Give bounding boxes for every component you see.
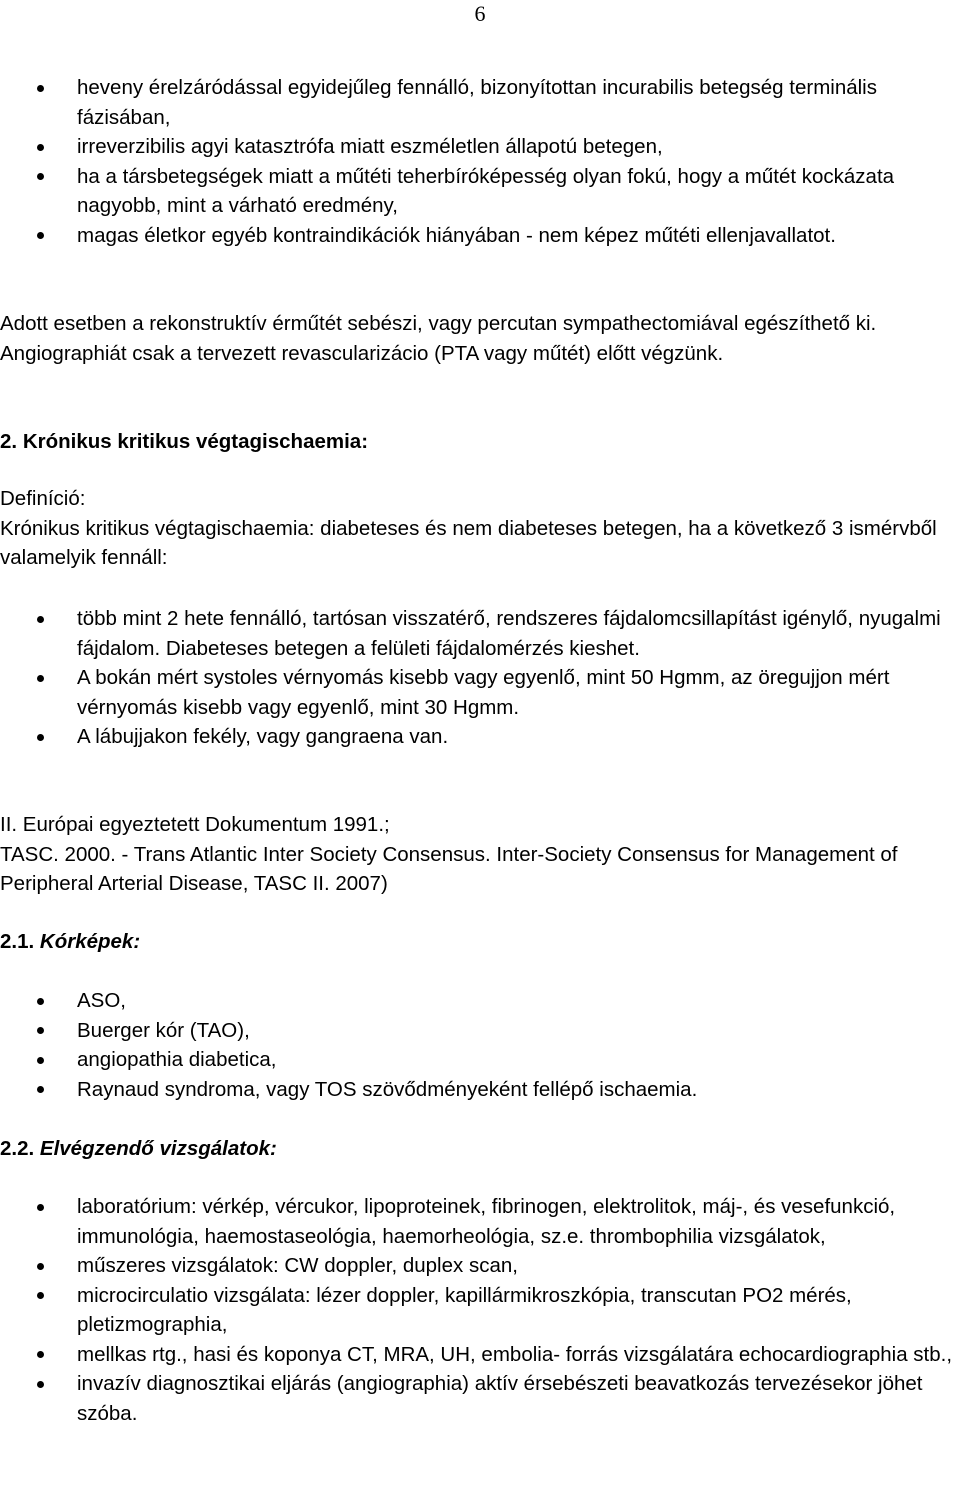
references: [0, 810, 955, 899]
list-item: irreverzibilis agyi katasztrófa miatt eszméletlen állapotú betegen,: [0, 132, 955, 162]
list-item: A bokán mért systoles vérnyomás kisebb vagy egyenlő, mint 50 Hgmm, az öregujjon mért vérnyomás kisebb vagy egyenlő, mint 30 Hgmm.: [0, 663, 955, 722]
list-item: Raynaud syndroma, vagy TOS szövődményeként fellépő ischaemia.: [0, 1075, 955, 1105]
list-item: Buerger kór (TAO),: [0, 1016, 955, 1046]
reference-line: TASC. 2000. - Trans Atlantic Inter Society Consensus. Inter-Society Consensus for Management of Peripheral Arterial Disease, TASC II. 2007): [0, 842, 898, 895]
list-item: ASO,: [0, 986, 955, 1016]
subsection-number: 2.2.: [0, 1137, 35, 1160]
list-item: ha a társbetegségek miatt a műtéti teherbíróképesség olyan fokú, hogy a műtét kockázata nagyobb, mint a várható eredmény,: [0, 162, 955, 221]
definition-label: Definíció:: [0, 487, 86, 510]
section-heading: [0, 427, 955, 457]
paragraph-line: Angiographiát csak a tervezett revascularizácio (PTA vagy műtét) előtt végzünk.: [0, 341, 724, 365]
page-number: 6: [474, 1, 486, 26]
contraindication-list: [0, 73, 955, 250]
section-title: Krónikus kritikus végtagischaemia:: [22, 430, 369, 453]
list-item: A lábujjakon fekély, vagy gangraena van.: [0, 722, 955, 752]
paragraph: [0, 309, 955, 368]
disease-list: [0, 986, 955, 1104]
definition-block: [0, 484, 955, 573]
section-number: 2.: [0, 430, 18, 453]
paragraph-line: Adott esetben a rekonstruktív érműtét sebészi, vagy percutan sympathectomiával egészíthető ki.: [0, 312, 877, 335]
definition-text: Krónikus kritikus végtagischaemia: diabeteses és nem diabeteses betegen, ha a következő 3 ismérvből valamelyik fennáll:: [0, 516, 937, 569]
criteria-list: [0, 604, 955, 752]
list-item: heveny érelzáródással egyidejűleg fennálló, bizonyítottan incurabilis betegség terminális fázisában,: [0, 73, 955, 132]
subsection-number: 2.1.: [0, 930, 35, 953]
subsection-title: Kórképek:: [39, 930, 141, 953]
list-item: microcirculatio vizsgálata: lézer doppler, kapillármikroszkópia, transcutan PO2 mérés, pletizmographia,: [0, 1281, 955, 1340]
subsection-heading: [0, 1134, 955, 1164]
list-item: mellkas rtg., hasi és koponya CT, MRA, UH, embolia- forrás vizsgálatára echocardiographia stb.,: [0, 1340, 955, 1370]
list-item: több mint 2 hete fennálló, tartósan visszatérő, rendszeres fájdalomcsillapítást igénylő, nyugalmi fájdalom. Diabeteses betegen a felületi fájdalomérzés kieshet.: [0, 604, 955, 663]
examination-list: [0, 1192, 955, 1428]
list-item: invazív diagnosztikai eljárás (angiographia) aktív érsebészeti beavatkozás tervezésekor jöhet szóba.: [0, 1369, 955, 1428]
subsection-heading: [0, 927, 955, 957]
reference-line: II. Európai egyeztetett Dokumentum 1991.;: [0, 813, 390, 836]
list-item: laboratórium: vérkép, vércukor, lipoproteinek, fibrinogen, elektrolitok, máj-, és vesefunkció, immunológia, haemostaseológia, haemorheológia, sz.e. thrombophilia vizsgálatok,: [0, 1192, 955, 1251]
subsection-title: Elvégzendő vizsgálatok:: [39, 1137, 277, 1160]
list-item: magas életkor egyéb kontraindikációk hiányában - nem képez műtéti ellenjavallatot.: [0, 221, 955, 251]
list-item: műszeres vizsgálatok: CW doppler, duplex scan,: [0, 1251, 955, 1281]
list-item: angiopathia diabetica,: [0, 1045, 955, 1075]
